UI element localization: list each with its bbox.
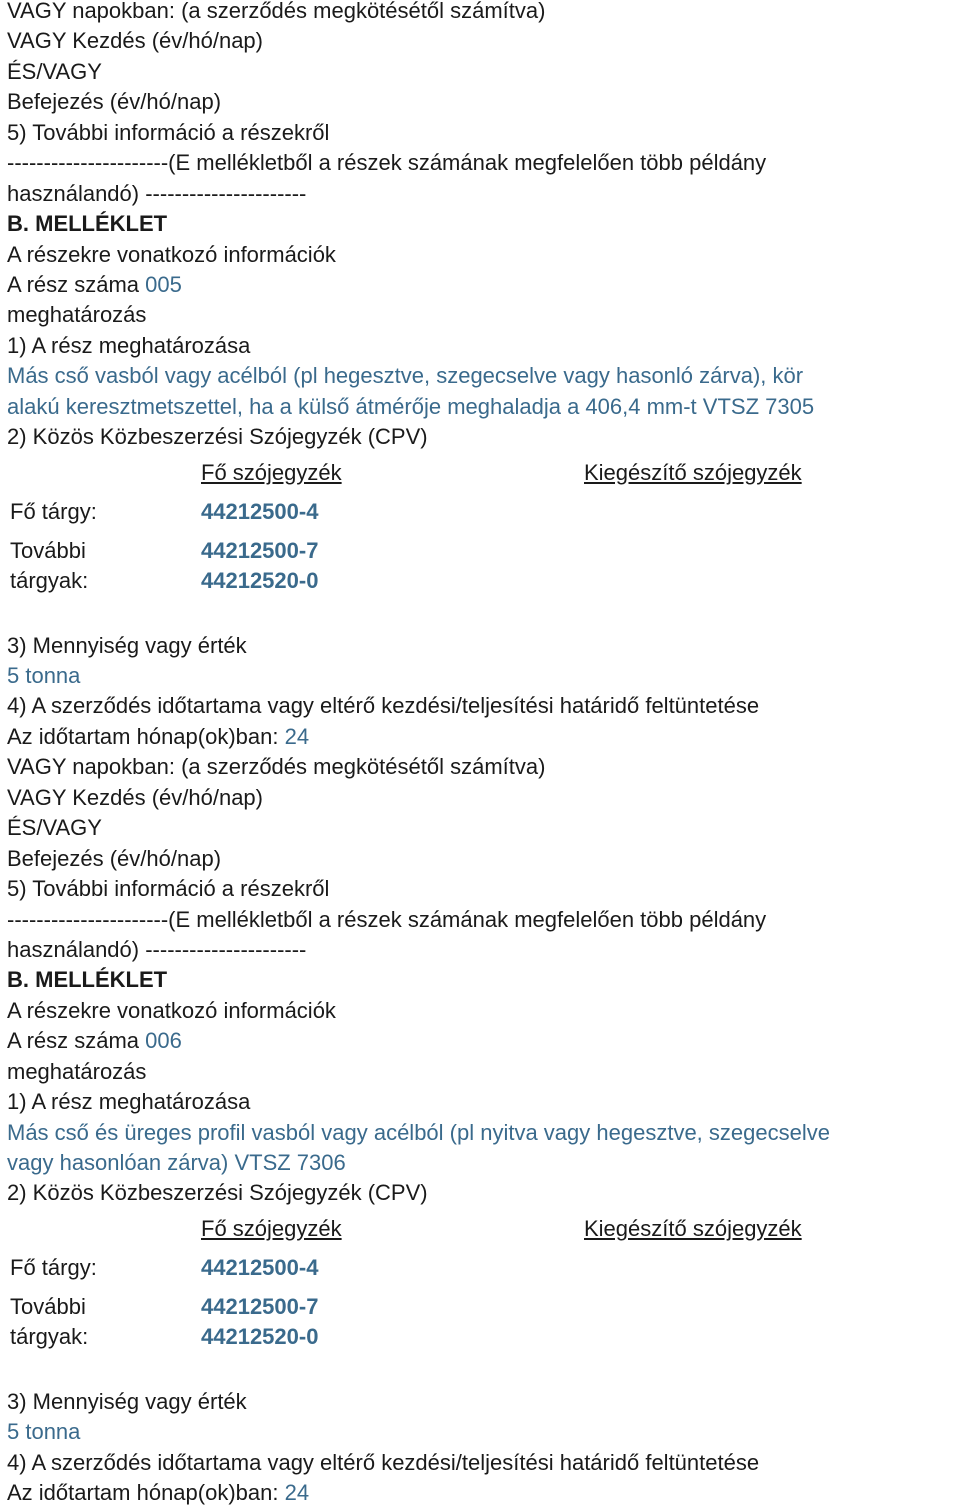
mennyiseg-value: 5 tonna: [7, 1419, 81, 1445]
separator-line: ----------------------(E mellékletből a részek számának megfelelően több példány: [7, 150, 767, 176]
meghatarozas-label: meghatározás: [7, 302, 147, 328]
melleklet-heading: B. MELLÉKLET: [7, 967, 168, 993]
additional-subject-code: 44212520-0: [201, 567, 319, 593]
mennyiseg-heading: 3) Mennyiség vagy érték: [7, 632, 247, 658]
mennyiseg-value: 5 tonna: [7, 663, 81, 688]
additional-subject-code: 44212520-0: [201, 1323, 319, 1349]
befejezes-line: Befejezés (év/hó/nap): [7, 845, 222, 871]
befejezes-line: Befejezés (év/hó/nap): [7, 89, 222, 115]
vagy-napokban-line: VAGY napokban: (a szerződés megkötésétől számítva): [7, 754, 546, 780]
cpv-supplementary-header: Kiegészítő szójegyzék: [584, 1215, 802, 1241]
idotartam-line: [7, 1478, 957, 1508]
resz-description-line-2: alakú keresztmetszettel, ha a külső átmérője meghaladja a 406,4 mm-t VTSZ 7305: [7, 393, 815, 419]
cpv-heading: 2) Közös Közbeszerzési Szójegyzék (CPV): [7, 1180, 428, 1206]
idotartam-heading: 4) A szerződés időtartama vagy eltérő kezdési/teljesítési határidő feltüntetése: [7, 693, 760, 719]
resz-meghatarozasa-heading: 1) A rész meghatározása: [7, 332, 251, 358]
cpv-main-header: Fő szójegyzék: [201, 1215, 342, 1241]
vagy-napokban-line: VAGY napokban: (a szerződés megkötésétől számítva): [7, 0, 546, 23]
cpv-main-header: Fő szójegyzék: [201, 459, 342, 485]
cpv-heading: 2) Közös Közbeszerzési Szójegyzék (CPV): [7, 424, 428, 450]
main-subject-code: 44212500-4: [201, 498, 319, 524]
idotartam-value: 24: [284, 723, 310, 749]
main-subject-label: Fő tárgy:: [10, 498, 97, 524]
cpv-supplementary-header: Kiegészítő szójegyzék: [584, 459, 802, 485]
additional-subjects-label-cont: tárgyak:: [10, 567, 89, 593]
resz-szama-label: A rész száma: [7, 1028, 146, 1054]
idotartam-label: Az időtartam hónap(ok)ban:: [7, 723, 285, 749]
vagy-kezdes-line: VAGY Kezdés (év/hó/nap): [7, 28, 263, 54]
resz-description-line-1: Más cső és üreges profil vasból vagy acélból (pl nyitva vagy hegesztve, szegecselve: [7, 1119, 830, 1145]
melleklet-heading: B. MELLÉKLET: [7, 211, 168, 237]
additional-subject-code: 44212500-7: [201, 1293, 319, 1319]
separator-line-end: használandó) ----------------------: [7, 936, 307, 962]
resz-szama-line: [7, 270, 957, 300]
resz-description-line-1: Más cső vasból vagy acélból (pl hegesztve, szegecselve vagy hasonló zárva), kör: [7, 363, 804, 389]
resz-szama-label: A rész száma: [7, 271, 146, 297]
es-vagy-line: ÉS/VAGY: [7, 815, 102, 841]
resz-meghatarozasa-heading: 1) A rész meghatározása: [7, 1089, 251, 1115]
idotartam-label: Az időtartam hónap(ok)ban:: [7, 1480, 285, 1506]
resz-szama-line: [7, 1026, 957, 1056]
additional-subjects-label-cont: tárgyak:: [10, 1323, 89, 1349]
meghatarozas-label: meghatározás: [7, 1058, 147, 1084]
additional-subjects-label: További: [10, 537, 86, 563]
vagy-kezdes-line: VAGY Kezdés (év/hó/nap): [7, 784, 263, 810]
cpv-table: [7, 453, 957, 631]
separator-line-end: használandó) ----------------------: [7, 180, 307, 206]
additional-subject-code: 44212500-7: [201, 537, 319, 563]
resz-szama-value: 006: [145, 1028, 182, 1054]
idotartam-value: 24: [284, 1480, 310, 1506]
resz-info-heading: A részekre vonatkozó információk: [7, 241, 336, 267]
es-vagy-line: ÉS/VAGY: [7, 58, 102, 84]
tovabbi-info-heading: 5) További információ a részekről: [7, 119, 330, 145]
separator-line: ----------------------(E mellékletből a részek számának megfelelően több példány: [7, 906, 767, 932]
mennyiseg-heading: 3) Mennyiség vagy érték: [7, 1388, 247, 1414]
tovabbi-info-heading: 5) További információ a részekről: [7, 876, 330, 902]
resz-info-heading: A részekre vonatkozó információk: [7, 997, 336, 1023]
idotartam-line: [7, 722, 957, 752]
main-subject-code: 44212500-4: [201, 1254, 319, 1280]
idotartam-heading: 4) A szerződés időtartama vagy eltérő kezdési/teljesítési határidő feltüntetése: [7, 1449, 760, 1475]
document: [7, 0, 957, 1509]
main-subject-label: Fő tárgy:: [10, 1254, 97, 1280]
resz-description-line-2: vagy hasonlóan zárva) VTSZ 7306: [7, 1150, 346, 1175]
resz-szama-value: 005: [145, 271, 182, 297]
cpv-table: [7, 1209, 957, 1387]
additional-subjects-label: További: [10, 1293, 86, 1319]
